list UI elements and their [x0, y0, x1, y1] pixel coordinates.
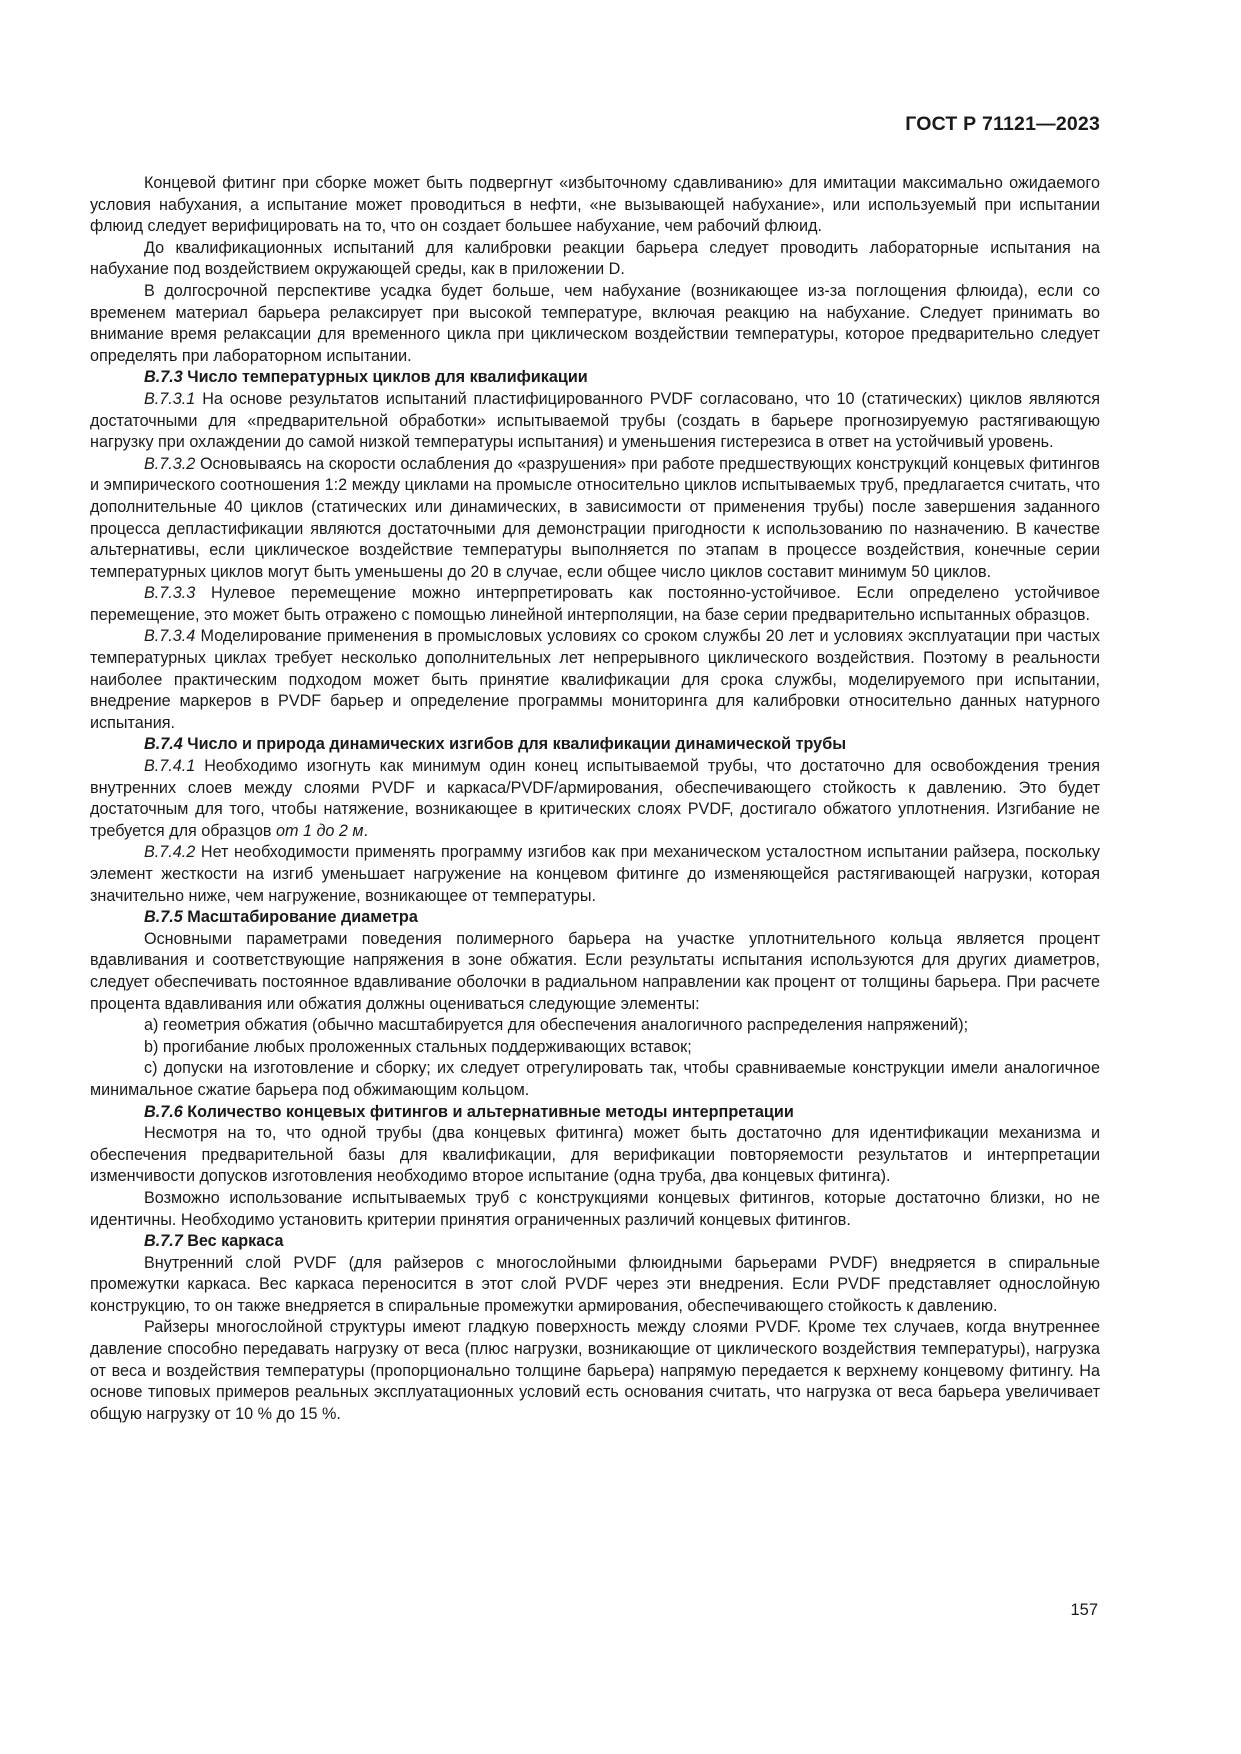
section-heading-b77: [90, 1231, 1100, 1253]
clause-number: В.7.3.4: [144, 627, 196, 646]
paragraph: Райзеры многослойной структуры имеют гладкую поверхность между слоями PVDF. Кроме тех случаев, когда внутреннее давление способно передавать нагрузку от веса (плюс нагрузки, возникающие от циклического воздействия температуры), нагрузка от веса и воздействия температуры (пропорционально толщине барьера) напрямую передается к верхнему концевому фитингу. На основе типовых примеров реальных эксплуатационных условий есть основания считать, что нагрузка от веса барьера увеличивает общую нагрузку от 10 % до 15 %.: [90, 1318, 1100, 1423]
clause-text: На основе результатов испытаний пластифицированного PVDF согласовано, что 10 (статических) циклов являются достаточными для «предварительной обработки» испытываемой трубы (создать в барьере прогнозируемую растягивающую нагрузку при охлаждении до самой низкой температуры испытания) и уменьшения гистерезиса в ответ на устойчивый уровень.: [90, 389, 1101, 452]
section-number: В.7.7: [144, 1232, 183, 1251]
section-title: Число и природа динамических изгибов для квалификации динамической трубы: [187, 735, 847, 754]
paragraph: Возможно использование испытываемых труб с конструкциями концевых фитингов, которые достаточно близки, но не идентичны. Необходимо установить критерии принятия ограниченных различий концевых фитингов.: [90, 1188, 1100, 1229]
section-number: В.7.3: [144, 368, 183, 387]
list-item: а) геометрия обжатия (обычно масштабируется для обеспечения аналогичного распределения напряжений);: [144, 1016, 969, 1035]
clause-b741: [90, 756, 1100, 842]
standard-number: ГОСТ Р 71121—2023: [905, 113, 1100, 135]
paragraph: В долгосрочной перспективе усадка будет больше, чем набухание (возникающее из-за поглощения флюида), если со временем материал барьера релаксирует при высокой температуре, включая реакцию на набухание. Следует принимать во внимание время релаксации для временного цикла при циклическом воздействии температуры, которое предварительно следует определять при лабораторном испытании.: [90, 281, 1100, 365]
section-heading-b75: [90, 907, 1100, 929]
clause-italic-text: от 1 до 2 м: [275, 821, 364, 840]
section-title: Число температурных циклов для квалификации: [187, 368, 588, 387]
clause-number: В.7.4.2: [144, 843, 196, 862]
clause-number: В.7.4.1: [144, 757, 196, 776]
section-title: Количество концевых фитингов и альтернативные методы интерпретации: [187, 1102, 794, 1121]
clause-text: Основываясь на скорости ослабления до «разрушения» при работе предшествующих конструкций концевых фитингов и эмпирического соотношения 1:2 между циклами на промысле относительно циклов испытываемых труб, предлагается считать, что дополнительные 40 циклов (статических или динамических, в зависимости от применения трубы) после завершения заданного процесса депластификации являются достаточными для демонстрации пригодности к использованию по назначению. В качестве альтернативы, если циклическое воздействие температуры выполняется по этапам в процессе воздействия, конечные серии температурных циклов могут быть уменьшены до 20 в случае, если общее число циклов составит минимум 50 циклов.: [90, 454, 1100, 581]
page-body: [90, 173, 1100, 1425]
clause-b733: [90, 583, 1100, 626]
clause-b731: [90, 389, 1100, 454]
section-heading-b74: [90, 734, 1100, 756]
clause-text: Моделирование применения в промысловых условиях со сроком службы 20 лет и условиях эксплуатации при частых температурных циклах требует несколько дополнительных лет непрерывного циклического воздействия. Поэтому в реальности наиболее практическим подходом может быть принятие квалификации для срока службы, моделируемого при испытании, внедрение маркеров в PVDF барьер и определение программы мониторинга для калибровки относительно данных натурного испытания.: [90, 627, 1101, 732]
section-number: В.7.6: [144, 1102, 183, 1121]
paragraph: Внутренний слой PVDF (для райзеров с многослойными флюидными барьерами PVDF) внедряется в спиральные промежутки каркаса. Вес каркаса переносится в этот слой PVDF через эти внедрения. Если PVDF представляет однослойную конструкцию, то он также внедряется в спиральные промежутки армирования, обеспечивающего стойкость к давлению.: [90, 1253, 1100, 1315]
page-number: 157: [1070, 1601, 1098, 1619]
clause-b734: [90, 626, 1100, 734]
section-title: Масштабирование диаметра: [187, 908, 418, 927]
list-item: с) допуски на изготовление и сборку; их следует отрегулировать так, чтобы сравниваемые конструкции имели аналогичное минимальное сжатие барьера под обжимающим кольцом.: [90, 1059, 1100, 1099]
clause-text: Необходимо изогнуть как минимум один конец испытываемой трубы, что достаточно для освобождения трения внутренних слоев между слоями PVDF и каркаса/PVDF/армирования, обеспечивающего стойкость к давлению. Это будет достаточным для того, чтобы натяжение, возникающее в критических слоях PVDF, достигало обжатого уплотнения. Изгибание не требуется для образцов: [90, 757, 1100, 840]
clause-text: Нулевое перемещение можно интерпретировать как постоянно-устойчивое. Если определено устойчивое перемещение, это может быть отражено с помощью линейной интерполяции, на базе серии предварительно испытанных образцов.: [90, 584, 1100, 624]
paragraph: Концевой фитинг при сборке может быть подвергнут «избыточному сдавливанию» для имитации максимально ожидаемого условия набухания, а испытание может проводиться в нефти, «не вызывающей набухание», или используемый при испытании флюид следует верифицировать на то, что он создает большее набухание, чем рабочий флюид.: [90, 174, 1100, 236]
section-number: В.7.5: [144, 908, 183, 927]
clause-text: Нет необходимости применять программу изгибов как при механическом усталостном испытании райзера, поскольку элемент жесткости на изгиб уменьшает нагружение на концевом фитинге до изменяющейся растягивающей нагрузки, которая значительно ниже, чем нагружение, возникающее от температуры.: [90, 843, 1100, 905]
section-number: В.7.4: [144, 735, 183, 754]
clause-end: .: [363, 821, 369, 840]
clause-b742: [90, 842, 1100, 907]
list-item: b) прогибание любых проложенных стальных поддерживающих вставок;: [144, 1037, 692, 1056]
clause-b732: [90, 454, 1100, 584]
clause-number: В.7.3.3: [144, 584, 196, 603]
section-heading-b73: [90, 367, 1100, 389]
paragraph: Основными параметрами поведения полимерного барьера на участке уплотнительного кольца является процент вдавливания и соответствующие напряжения в зоне обжатия. Если результаты испытания используются для других диаметров, следует обеспечивать постоянное вдавливание оболочки в радиальном направлении как процент от толщины барьера. При расчете процента вдавливания или обжатия должны оцениваться следующие элементы:: [90, 929, 1100, 1013]
clause-number: В.7.3.1: [144, 389, 196, 408]
section-heading-b76: [90, 1102, 1100, 1124]
paragraph: До квалификационных испытаний для калибровки реакции барьера следует проводить лабораторные испытания на набухание под воздействием окружающей среды, как в приложении D.: [90, 238, 1100, 279]
clause-number: В.7.3.2: [144, 454, 196, 473]
paragraph: Несмотря на то, что одной трубы (два концевых фитинга) может быть достаточно для идентификации механизма и обеспечения предварительной базы для квалификации, для верификации повторяемости результатов и интерпретации изменчивости допусков изготовления необходимо второе испытание (одна труба, два концевых фитинга).: [90, 1124, 1100, 1186]
section-title: Вес каркаса: [187, 1232, 284, 1251]
